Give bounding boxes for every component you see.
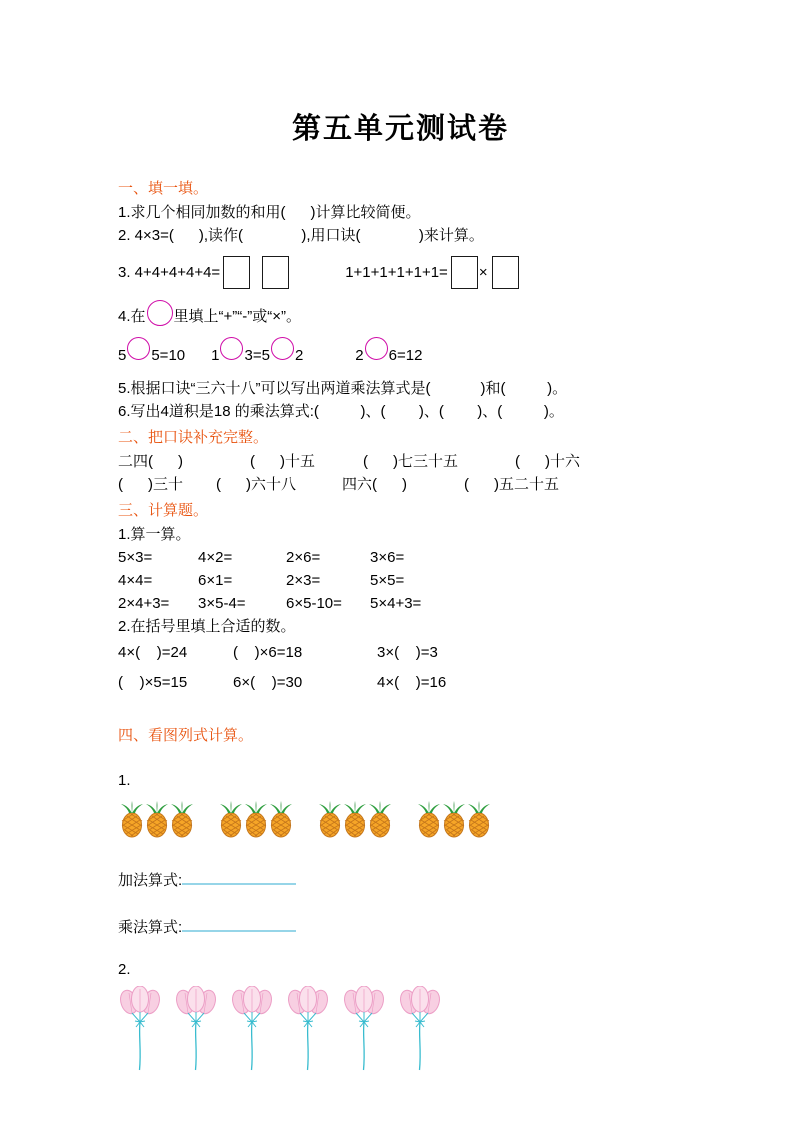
answer-circle[interactable] [220, 337, 243, 360]
answer-circle[interactable] [365, 337, 388, 360]
pineapple-icon [118, 801, 146, 839]
question-4-exercises [118, 333, 683, 377]
q3-right-expression: 1+1+1+1+1+1= [345, 263, 448, 281]
answer-circle[interactable] [271, 337, 294, 360]
operand: 1 [211, 346, 220, 364]
calc-item: 2×4+3= [118, 595, 170, 612]
rhyme-cell: ( )五二十五 [464, 476, 559, 493]
pineapple-icon [168, 801, 196, 839]
rhyme-cell: 四六( ) [342, 476, 407, 493]
paren-item: 4×( )=24 [118, 644, 188, 661]
balloon-bunch-icon [398, 986, 442, 1074]
item1-label: 1. [118, 772, 131, 789]
section3-header: 三、计算题。 [118, 502, 209, 519]
exercise-b [211, 344, 303, 367]
addition-label: 加法算式: [118, 872, 183, 889]
question-3 [118, 247, 683, 297]
pineapple-group [217, 801, 292, 839]
multiply-sign: × [478, 263, 488, 281]
answer-box[interactable] [451, 256, 478, 289]
pineapple-group [415, 801, 490, 839]
question-4 [118, 299, 683, 333]
rhyme-cell: ( )十六 [515, 453, 580, 470]
paren-item: ( )×5=15 [118, 674, 188, 691]
pineapple-icon [366, 801, 394, 839]
paren-item: ( )×6=18 [233, 644, 303, 661]
pineapple-icon [217, 801, 245, 839]
pineapple-group [118, 801, 193, 839]
operand: 2 [355, 346, 364, 364]
question-6: 6.写出4道积是18 的乘法算式:( )、( )、( )、( )。 [118, 403, 564, 420]
section1-header: 一、填一填。 [118, 180, 209, 197]
paren-row-1 [118, 638, 683, 668]
exercise-a [118, 344, 185, 367]
calc-item: 4×2= [198, 549, 233, 566]
answer-box[interactable] [492, 256, 519, 289]
addition-equation-line [118, 869, 683, 890]
answer-box[interactable] [223, 256, 250, 289]
calc-row-2 [118, 569, 683, 592]
calc-row-3 [118, 592, 683, 615]
pineapple-icon [415, 801, 443, 839]
rhyme-row-2 [118, 473, 683, 496]
operand: 3=5 [244, 346, 270, 364]
balloon-bunch-icon [174, 986, 218, 1074]
calc-item: 2×3= [286, 572, 321, 589]
pineapple-icon [316, 801, 344, 839]
balloon-bunch-icon [342, 986, 386, 1074]
rhyme-cell: ( )六十八 [216, 476, 296, 493]
pineapple-icon [341, 801, 369, 839]
pineapple-icon [465, 801, 493, 839]
question-5: 5.根据口诀“三六十八”可以写出两道乘法算式是( )和( )。 [118, 380, 568, 397]
operand: 5=10 [151, 346, 186, 364]
q3-left-expression: 3. 4+4+4+4+4= [118, 263, 221, 281]
pineapple-row [118, 799, 683, 839]
paren-row-2 [118, 668, 683, 698]
multiplication-answer-blank[interactable] [182, 917, 296, 932]
q4-suffix: 里填上“+”“-”或“×”。 [173, 307, 302, 325]
calc-item: 5×4+3= [370, 595, 422, 612]
rhyme-cell: 二四( ) [118, 453, 183, 470]
calc-item: 5×5= [370, 572, 405, 589]
balloon-bunch-icon [286, 986, 330, 1074]
rhyme-cell: ( )三十 [118, 476, 183, 493]
calc-item: 2×6= [286, 549, 321, 566]
section2-header: 二、把口诀补充完整。 [118, 429, 269, 446]
calc-item: 5×3= [118, 549, 153, 566]
calc-item: 3×5-4= [198, 595, 246, 612]
page-title: 第五单元测试卷 [291, 113, 509, 145]
pineapple-icon [267, 801, 295, 839]
pineapple-icon [440, 801, 468, 839]
question-2: 2. 4×3=( ),读作( ),用口诀( )来计算。 [118, 227, 484, 244]
subtitle-fill-number: 2.在括号里填上合适的数。 [118, 618, 296, 635]
paren-item: 3×( )=3 [377, 644, 438, 661]
balloon-row [118, 986, 683, 1076]
rhyme-cell: ( )七三十五 [363, 453, 458, 470]
balloon-bunch-icon [118, 986, 162, 1074]
operand: 5 [118, 346, 127, 364]
question-1: 1.求几个相同加数的和用( )计算比较简便。 [118, 204, 421, 221]
exercise-c [355, 344, 422, 367]
answer-box[interactable] [262, 256, 289, 289]
q4-prefix: 4.在 [118, 307, 146, 325]
calc-item: 6×5-10= [286, 595, 342, 612]
section4-header: 四、看图列式计算。 [118, 727, 254, 744]
answer-circle[interactable] [147, 300, 173, 326]
pineapple-icon [143, 801, 171, 839]
calc-row-1 [118, 546, 683, 569]
paren-item: 6×( )=30 [233, 674, 303, 691]
multiplication-equation-line [118, 916, 683, 937]
pineapple-icon [242, 801, 270, 839]
calc-item: 4×4= [118, 572, 153, 589]
balloon-bunch-icon [230, 986, 274, 1074]
item2-label: 2. [118, 961, 131, 978]
paren-item: 4×( )=16 [377, 674, 447, 691]
addition-answer-blank[interactable] [182, 870, 296, 885]
rhyme-cell: ( )十五 [250, 453, 315, 470]
answer-circle[interactable] [127, 337, 150, 360]
subtitle-calculate: 1.算一算。 [118, 526, 191, 543]
calc-item: 6×1= [198, 572, 233, 589]
operand: 2 [294, 346, 304, 364]
pineapple-group [316, 801, 391, 839]
rhyme-row-1 [118, 450, 683, 473]
multiplication-label: 乘法算式: [118, 919, 183, 936]
calc-item: 3×6= [370, 549, 405, 566]
operand: 6=12 [388, 346, 423, 364]
